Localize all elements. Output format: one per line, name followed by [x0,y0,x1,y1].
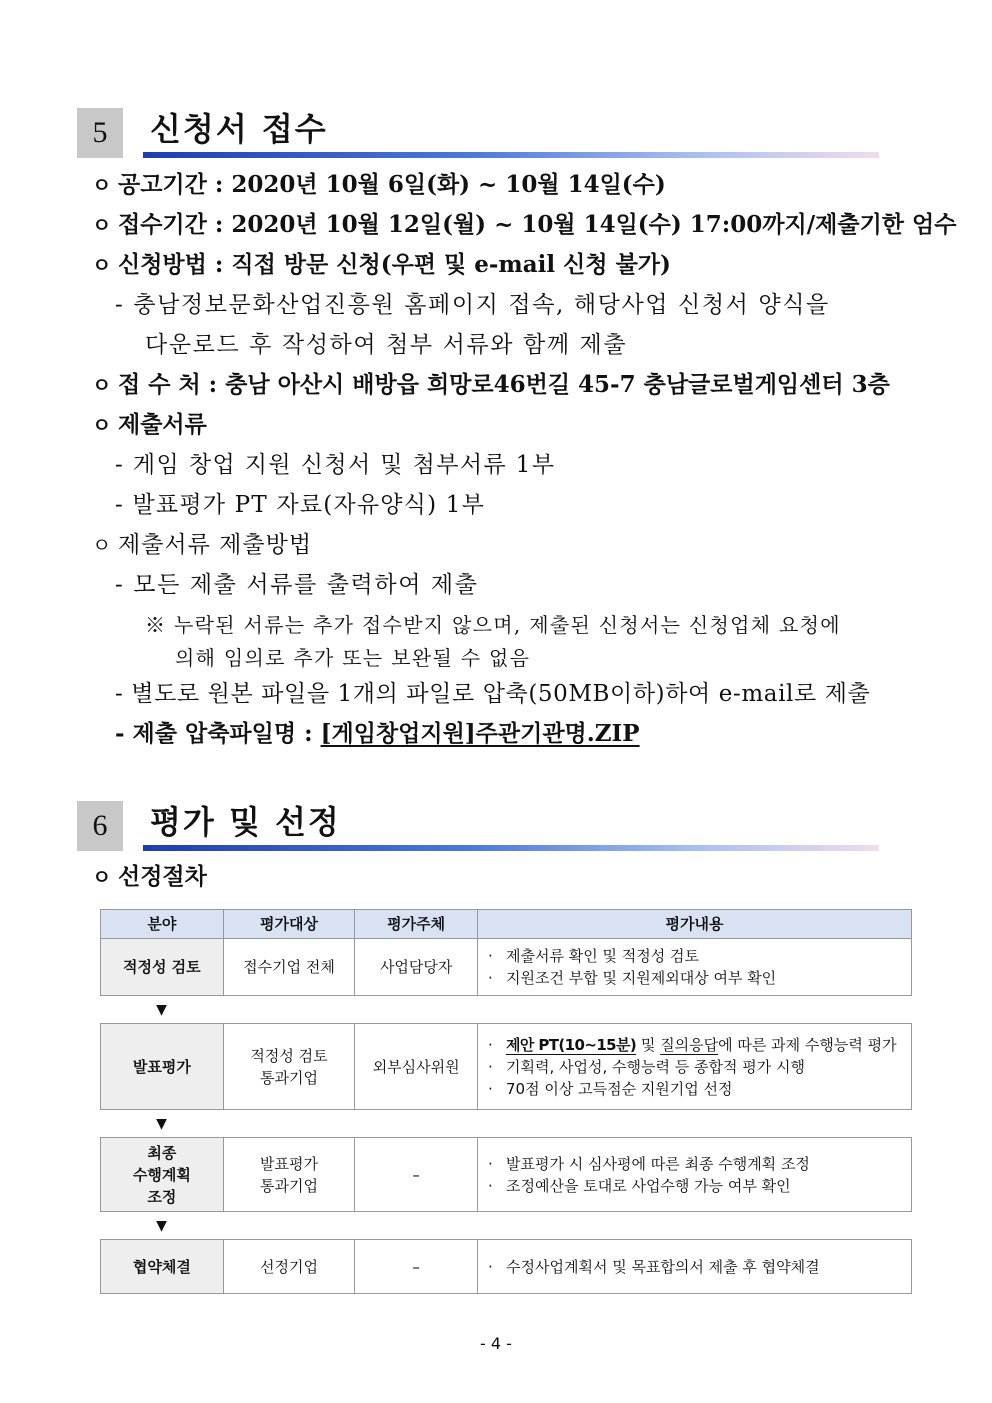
bullet-circle-icon: ㅇ [92,213,112,237]
apply-method-detail-cont: 다운로드 후 작성하여 첨부 서류와 함께 제출 [145,332,628,358]
bullet-circle-icon: ㅇ [92,373,112,397]
filename-value: [게임창업지원]주관기관명.ZIP [320,720,640,747]
section-6-header [77,801,879,851]
down-arrow-icon: ▼ [156,1002,167,1018]
bullet-circle-icon: ㅇ [92,413,112,437]
apply-method-detail: - 충남정보문화산업진흥원 홈페이지 접속, 해당사업 신청서 양식을 [115,292,830,318]
section-5-header [77,108,879,158]
selection-procedure-table [100,909,912,1294]
documents-heading: ㅇ 제출서류 [92,411,207,438]
field-cell: 적정성 검토 [101,939,224,996]
field-cell: 협약체결 [101,1240,224,1294]
bullet-circle-icon: ㅇ [92,253,112,277]
table-header-row [101,910,912,939]
receipt-period: ㅇ 접수기간 : 2020년 10월 12일(월) ~ 10월 14일(수) 17:00까지/제출기한 엄수 [92,211,957,238]
page-number: - 4 - [480,1334,512,1353]
flow-arrow-row [101,996,912,1024]
section-underline [143,845,879,851]
target-cell: 선정기업 [223,1240,355,1294]
bullet-circle-icon: ㅇ [92,865,112,889]
section-underline [143,152,879,158]
note: ※ 누락된 서류는 추가 접수받지 않으며, 제출된 신청서는 신청업체 요청에 [145,613,841,637]
note-cont: 의해 임의로 추가 또는 보완될 수 없음 [175,646,531,670]
content-cell: · 제안 PT(10~15분) 및 질의응답에 따른 과제 수행능력 평가 · 기획력, 사업성, 수행능력 등 종합적 평가 시행 · 70점 이상 고득점순 지원기업 선정 [478,1024,912,1110]
selection-procedure-heading: ㅇ 선정절차 [92,863,207,890]
down-arrow-icon: ▼ [156,1218,167,1234]
header-target: 평가대상 [223,910,355,939]
notice-period: ㅇ 공고기간 : 2020년 10월 6일(화) ~ 10월 14일(수) [92,171,666,198]
flow-arrow-row [101,1110,912,1138]
table-row [101,1240,912,1294]
down-arrow-icon: ▼ [156,1116,167,1132]
header-evaluator: 평가주체 [355,910,478,939]
evaluator-cell: – [355,1240,478,1294]
evaluator-cell: – [355,1138,478,1212]
document-item: - 발표평가 PT 자료(자유양식) 1부 [115,492,486,518]
target-cell: 적정성 검토 통과기업 [223,1024,355,1110]
target-cell: 발표평가 통과기업 [223,1138,355,1212]
evaluator-cell: 외부심사위원 [355,1024,478,1110]
header-field: 분야 [101,910,224,939]
content-cell: · 제출서류 확인 및 적정성 검토 · 지원조건 부합 및 지원제외대상 여부 확인 [478,939,912,996]
section-title: 신청서 접수 [150,110,328,148]
table-row [101,939,912,996]
receipt-place: ㅇ 접 수 처 : 충남 아산시 배방읍 희망로46번길 45-7 충남글로벌게임센터 3층 [92,371,890,398]
section-number: 6 [77,801,123,851]
table-row [101,1024,912,1110]
submission-method-item: - 별도로 원본 파일을 1개의 파일로 압축(50MB이하)하여 e-mail로 제출 [115,681,871,707]
apply-method: ㅇ 신청방법 : 직접 방문 신청(우편 및 e-mail 신청 불가) [92,251,671,278]
target-cell: 접수기업 전체 [223,939,355,996]
content-cell: · 발표평가 시 심사평에 따른 최종 수행계획 조정 · 조정예산을 토대로 사업수행 가능 여부 확인 [478,1138,912,1212]
field-cell: 발표평가 [101,1024,224,1110]
flow-arrow-row [101,1212,912,1240]
table-row [101,1138,912,1212]
filename-line: - 제출 압축파일명 : [게임창업지원]주관기관명.ZIP [115,720,640,747]
section-title: 평가 및 선정 [150,803,341,841]
submission-method-heading: ㅇ 제출서류 제출방법 [92,532,313,558]
bullet-circle-icon: ㅇ [92,173,112,197]
header-content: 평가내용 [478,910,912,939]
document-item: - 게임 창업 지원 신청서 및 첨부서류 1부 [115,452,556,478]
field-cell: 최종 수행계획 조정 [101,1138,224,1212]
bullet-circle-icon: ㅇ [92,533,113,557]
submission-method-item: - 모든 제출 서류를 출력하여 제출 [115,572,479,598]
evaluator-cell: 사업담당자 [355,939,478,996]
section-number: 5 [77,108,123,158]
content-cell: · 수정사업계획서 및 목표합의서 제출 후 협약체결 [478,1240,912,1294]
